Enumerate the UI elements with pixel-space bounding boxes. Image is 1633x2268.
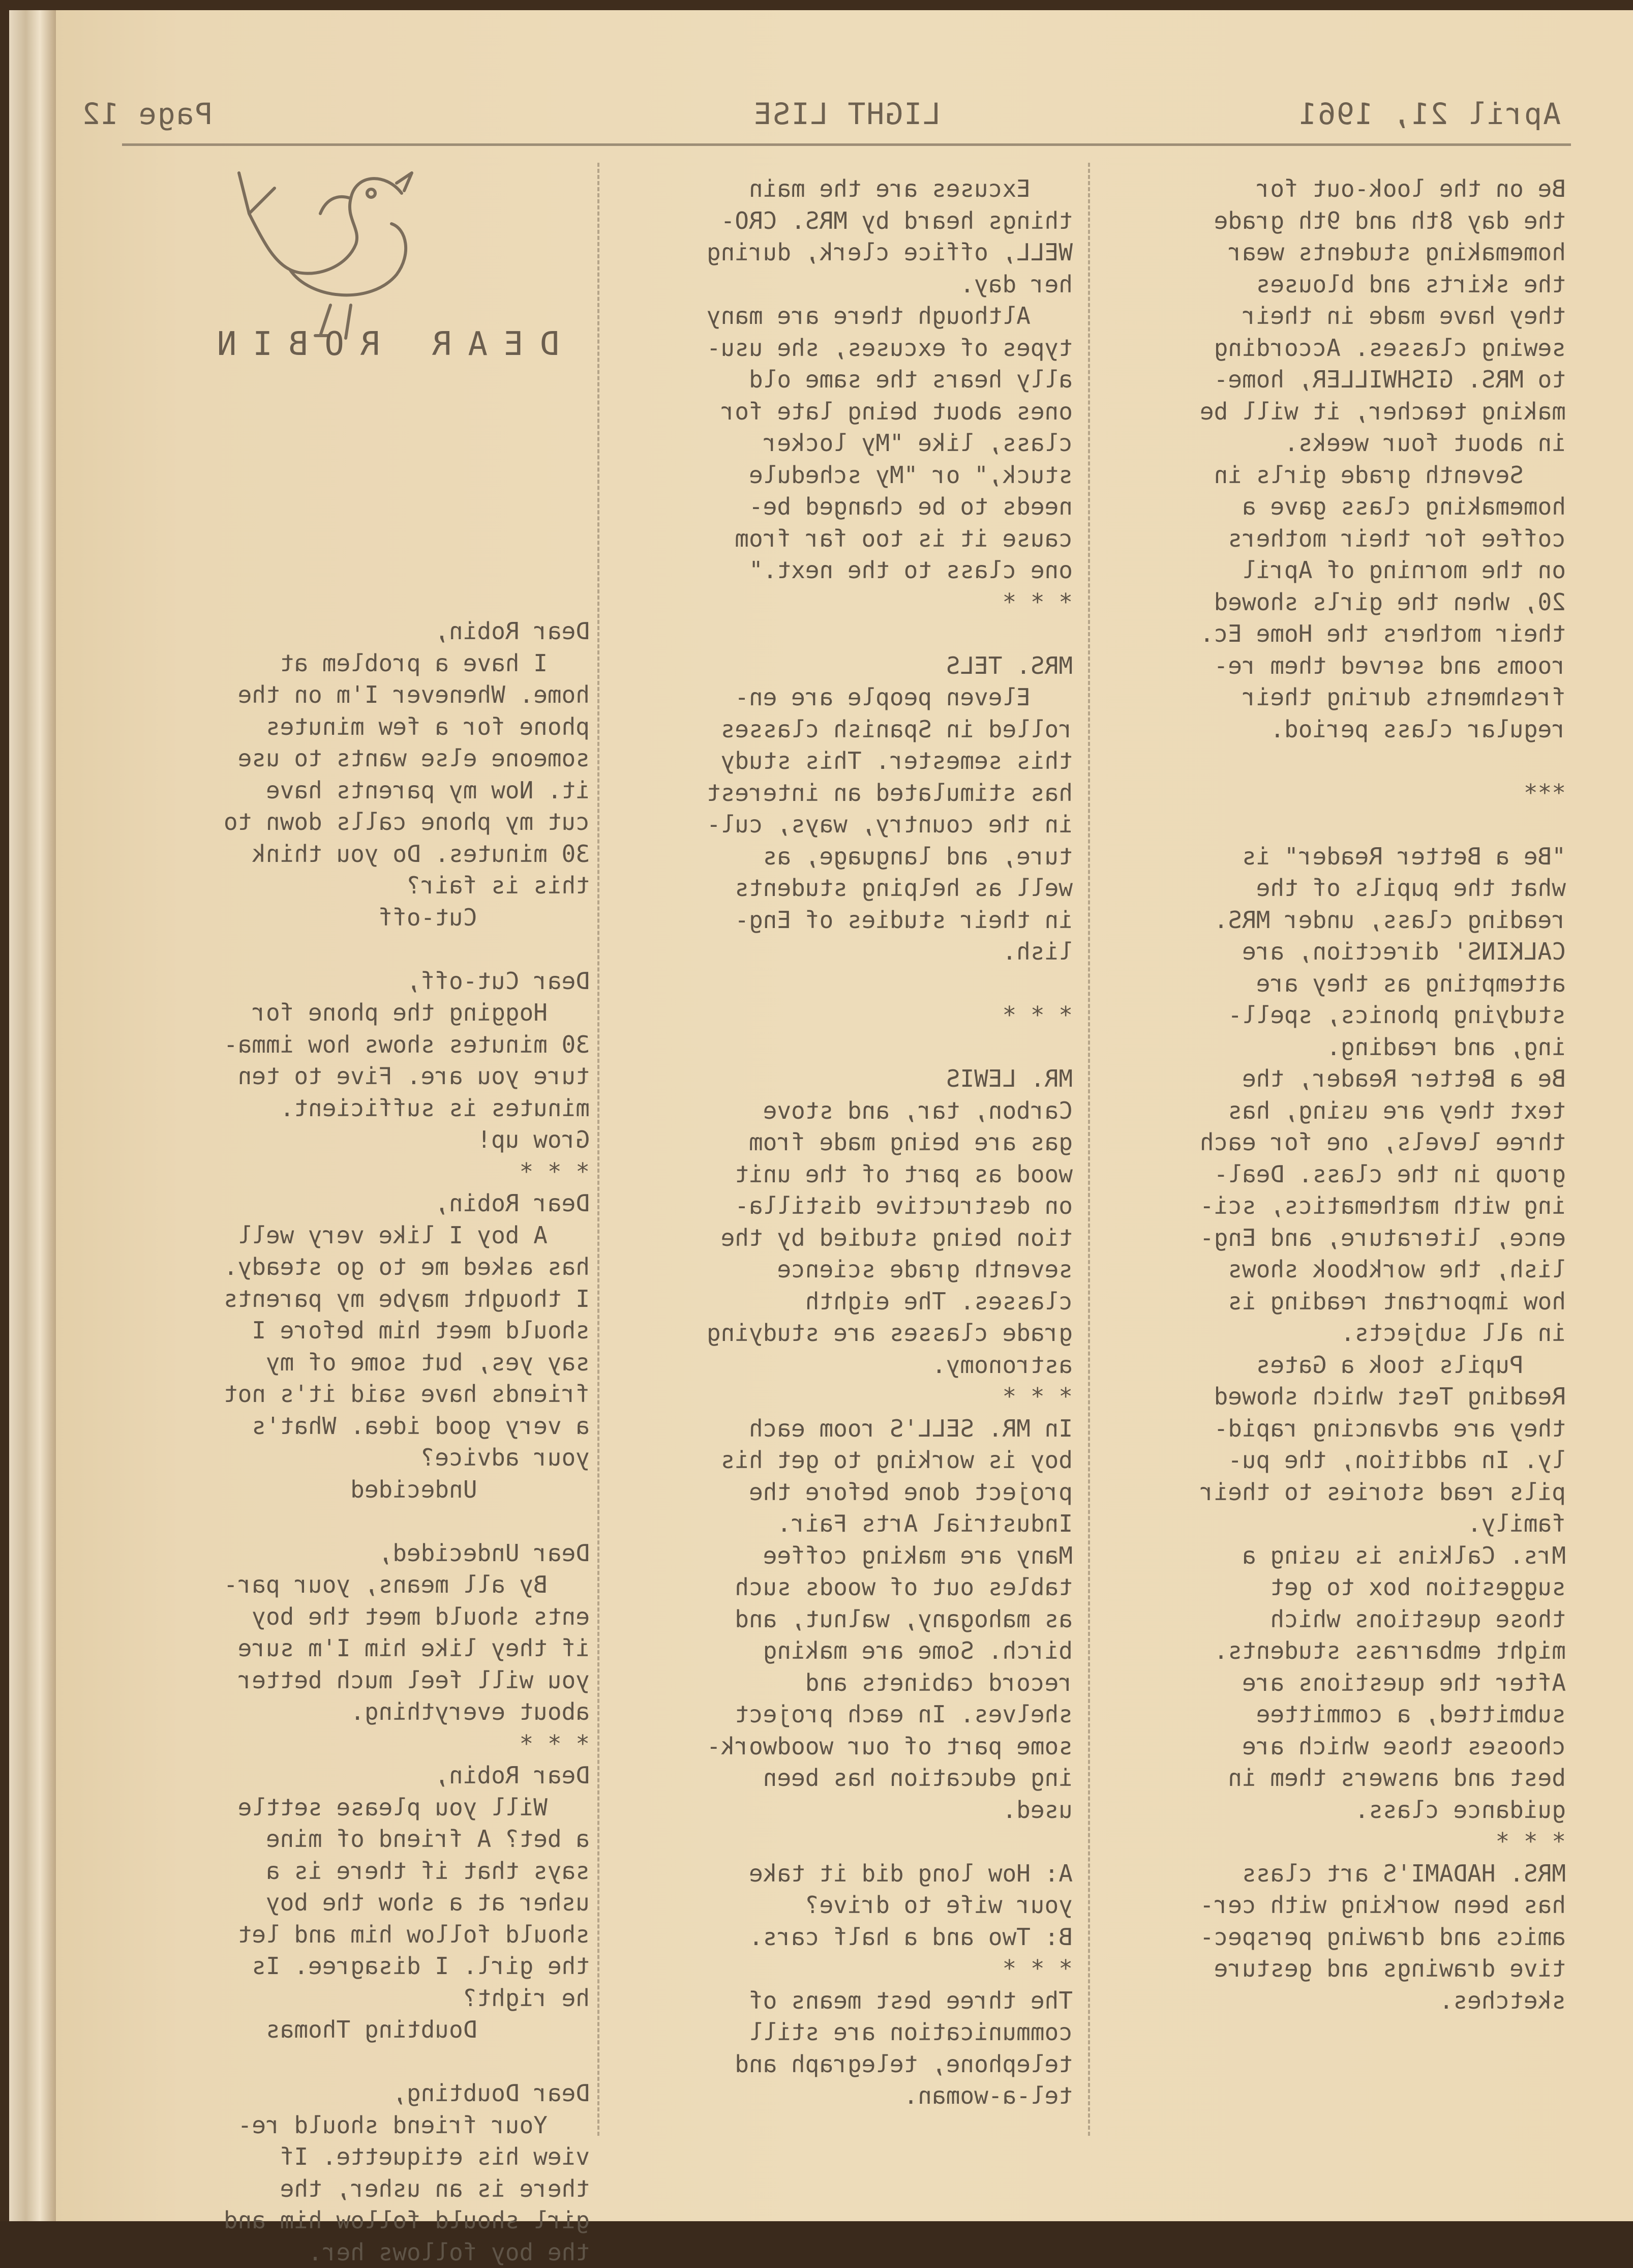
text-line: MRS. TELS	[615, 650, 1073, 682]
text-line: studying phonics, spell-	[1108, 999, 1566, 1031]
text-line: tive drawings and gesture	[1108, 1953, 1566, 1985]
text-line: wood as part of the unit	[615, 1158, 1073, 1190]
text-line: Grow up!	[132, 1124, 590, 1156]
text-line: * * *	[615, 999, 1073, 1031]
text-line: ence, literature, and Eng-	[1108, 1222, 1566, 1254]
text-line: Mrs. Calkins is using a	[1108, 1540, 1566, 1572]
text-line: submitted, a committee	[1108, 1698, 1566, 1730]
text-line: class, like "My locker	[615, 427, 1073, 459]
text-line: in the country, ways, cul-	[615, 809, 1073, 841]
text-line: you will feel much better	[132, 1664, 590, 1696]
text-line: coffee for their mothers	[1108, 523, 1566, 555]
text-line: Many are making coffee	[615, 1540, 1073, 1572]
text-line: ***	[1108, 777, 1566, 809]
text-line: Be on the look-out for	[1108, 173, 1566, 205]
text-line: attempting as they are	[1108, 968, 1566, 1000]
text-line: they have made in their	[1108, 300, 1566, 332]
text-line: Be a Better Reader, the	[1108, 1063, 1566, 1095]
text-line: I thought maybe my parents	[132, 1283, 590, 1315]
text-line: * * *	[615, 1381, 1073, 1413]
text-line: tion being studied by the	[615, 1222, 1073, 1254]
column-divider-right	[597, 163, 601, 2136]
text-line: After the questions are	[1108, 1667, 1566, 1699]
column-right	[132, 615, 590, 2268]
text-line: three levels, one for each	[1108, 1126, 1566, 1158]
text-line: In MR. SELL'S room each	[615, 1413, 1073, 1445]
text-line: needs to be changed be-	[615, 491, 1073, 523]
text-line: home. Whenever I'm on the	[132, 679, 590, 711]
text-line: your wife to drive?	[615, 1889, 1073, 1921]
text-line: A boy I like very well	[132, 1219, 590, 1251]
text-line: friends have said it's not	[132, 1378, 590, 1410]
text-line: Dear Robin,	[132, 615, 590, 647]
text-line: what the pupils of the	[1108, 872, 1566, 904]
text-line: might embarrass students.	[1108, 1635, 1566, 1667]
text-line: chooses those which are	[1108, 1730, 1566, 1763]
text-line: ents should meet the boy	[132, 1601, 590, 1633]
text-line: sketches.	[1108, 1985, 1566, 2017]
text-line: how important reading is	[1108, 1286, 1566, 1318]
text-line: 20, when the girls showed	[1108, 586, 1566, 618]
header-date: April 21, 1961	[1298, 97, 1561, 131]
text-line: cause it is too far from	[615, 523, 1073, 555]
text-line: Doubting Thomas	[132, 2014, 590, 2046]
text-line: on the morning of April	[1108, 554, 1566, 586]
text-line: a bet? A friend of mine	[132, 1823, 590, 1855]
text-line: tel-a-woman.	[615, 2080, 1073, 2112]
header-publication: LIGHT LISE	[753, 97, 941, 131]
text-line: Eleven people are en-	[615, 681, 1073, 713]
text-line: tables out of woods such	[615, 1571, 1073, 1603]
text-line: freshments during their	[1108, 681, 1566, 713]
text-line: says that if there is a	[132, 1855, 590, 1887]
text-line	[1108, 745, 1566, 777]
text-line: their mothers the Home Ec.	[1108, 618, 1566, 650]
text-line: minutes is sufficient.	[132, 1092, 590, 1124]
text-line: WELL, office clerk, during	[615, 236, 1073, 268]
text-line: homemaking class gave a	[1108, 491, 1566, 523]
text-line	[132, 2046, 590, 2078]
text-line: telephone, telegraph and	[615, 2048, 1073, 2080]
text-line: Carbon, tar, and stove	[615, 1095, 1073, 1127]
text-line: Hogging the phone for	[132, 997, 590, 1029]
text-line: this semester. This study	[615, 745, 1073, 777]
text-line: has been working with cer-	[1108, 1889, 1566, 1921]
text-line: a very good idea. What's	[132, 1410, 590, 1442]
text-line: used.	[615, 1794, 1073, 1826]
text-line: * * *	[1108, 1826, 1566, 1858]
text-line: in about four weeks.	[1108, 427, 1566, 459]
text-line	[615, 1826, 1073, 1858]
text-line: the day 8th and 9th grade	[1108, 205, 1566, 237]
text-line	[132, 1505, 590, 1537]
text-line: if they like him I'm sure	[132, 1632, 590, 1664]
text-line: By all means, your par-	[132, 1569, 590, 1601]
text-line	[1108, 809, 1566, 841]
text-line: suggestion box to get	[1108, 1571, 1566, 1603]
text-line: Although there are many	[615, 300, 1073, 332]
text-line: the girl. I disagree. Is	[132, 1950, 590, 1982]
text-line: phone for a few minutes	[132, 711, 590, 743]
text-line: * * *	[615, 586, 1073, 618]
text-line: Reading Test which showed	[1108, 1381, 1566, 1413]
text-line: in their studies of Eng-	[615, 904, 1073, 936]
text-line: as mahogany, walnut, and	[615, 1603, 1073, 1635]
text-line: homemaking students wear	[1108, 236, 1566, 268]
text-line: Industrial Arts Fair.	[615, 1508, 1073, 1540]
page-header	[81, 97, 1561, 137]
text-line: things heard by MRS. CRO-	[615, 205, 1073, 237]
text-line: Pupils took a Gates	[1108, 1349, 1566, 1381]
text-line: ture, and language, as	[615, 841, 1073, 873]
text-line: pils read stories to their	[1108, 1476, 1566, 1508]
text-line: classes. The eighth	[615, 1286, 1073, 1318]
text-line: girl should follow him and	[132, 2204, 590, 2236]
text-line: rooms and served them re-	[1108, 650, 1566, 682]
text-line: there is an usher, the	[132, 2173, 590, 2205]
text-line: lish.	[615, 936, 1073, 968]
text-line: has asked me to go steady.	[132, 1251, 590, 1283]
text-line: ing, and reading.	[1108, 1031, 1566, 1063]
text-line: project done before the	[615, 1476, 1073, 1508]
text-line: well as helping students	[615, 872, 1073, 904]
text-line: it. Now my parents have	[132, 774, 590, 807]
text-line: best and answers them in	[1108, 1762, 1566, 1794]
text-line: in all subjects.	[1108, 1317, 1566, 1349]
text-line: ing education has been	[615, 1762, 1073, 1794]
text-line: Excuses are the main	[615, 173, 1073, 205]
text-line: family.	[1108, 1508, 1566, 1540]
text-line: this is fair?	[132, 870, 590, 902]
text-line: Seventh grade girls in	[1108, 459, 1566, 491]
text-line: ture you are. Five to ten	[132, 1060, 590, 1092]
header-page-number: Page 12	[81, 97, 213, 131]
text-line: has stimulated an interest	[615, 777, 1073, 809]
text-line: her day.	[615, 268, 1073, 301]
text-line: I have a problem at	[132, 647, 590, 679]
text-line	[132, 933, 590, 965]
text-line	[615, 968, 1073, 1000]
text-line: seventh grade science	[615, 1254, 1073, 1286]
text-line: the skirts and blouses	[1108, 268, 1566, 301]
text-line: Dear Robin,	[132, 1759, 590, 1792]
text-line: Cut-off	[132, 902, 590, 934]
text-line: birch. Some are making	[615, 1635, 1073, 1667]
text-line: astronomy.	[615, 1349, 1073, 1381]
text-line: Dear Doubting,	[132, 2077, 590, 2109]
text-line: guidance class.	[1108, 1794, 1566, 1826]
text-line: boy is working to get his	[615, 1444, 1073, 1476]
text-line: MR. LEWIS	[615, 1063, 1073, 1095]
text-line: amics and drawing perspec-	[1108, 1921, 1566, 1953]
text-line: ones about being late for	[615, 396, 1073, 428]
column-left	[1108, 173, 1566, 2016]
text-line: Will you please settle	[132, 1792, 590, 1824]
text-line: Dear Cut-off,	[132, 965, 590, 997]
column-middle	[615, 173, 1073, 2112]
text-line: say yes, but some of my	[132, 1347, 590, 1379]
text-line: text they are using, has	[1108, 1095, 1566, 1127]
text-line: making teacher, it will be	[1108, 396, 1566, 428]
text-line: A: How long did it take	[615, 1858, 1073, 1890]
text-line: on destructive distilla-	[615, 1190, 1073, 1222]
text-line: cut my phone calls down to	[132, 806, 590, 838]
text-line: Dear Undecided,	[132, 1537, 590, 1569]
text-line: rolled in Spanish classes	[615, 713, 1073, 745]
text-line: they are advancing rapid-	[1108, 1413, 1566, 1445]
text-line: to MRS. GISHWILLER, home-	[1108, 364, 1566, 396]
text-line: stuck," or "My schedule	[615, 459, 1073, 491]
text-line: Dear Robin,	[132, 1187, 590, 1219]
text-line: Undecided	[132, 1474, 590, 1506]
text-line: * * *	[132, 1156, 590, 1188]
text-line: someone else wants to use	[132, 742, 590, 774]
text-line: sewing classes. According	[1108, 332, 1566, 364]
text-line: shelves. In each project	[615, 1698, 1073, 1730]
text-line: The three best means of	[615, 1985, 1073, 2017]
text-line: view his etiquette. If	[132, 2141, 590, 2173]
text-line: communication are still	[615, 2016, 1073, 2048]
text-line: ing with mathematics, sci-	[1108, 1190, 1566, 1222]
text-line: those questions which	[1108, 1603, 1566, 1635]
text-line: usher at a show the boy	[132, 1887, 590, 1919]
text-line: 30 minutes shows how imma-	[132, 1029, 590, 1061]
text-line: Your friend should re-	[132, 2109, 590, 2141]
text-line	[615, 618, 1073, 650]
text-line: MRS. HADAMI'S art class	[1108, 1858, 1566, 1890]
text-line: one class to the next."	[615, 554, 1073, 586]
text-line: he right?	[132, 1982, 590, 2014]
text-line: B: Two and a half cars.	[615, 1921, 1073, 1953]
text-line: ly. In addition, the pu-	[1108, 1444, 1566, 1476]
header-rule	[122, 143, 1571, 146]
text-line: grade classes are studying	[615, 1317, 1073, 1349]
text-line: reading class, under MRS.	[1108, 904, 1566, 936]
text-line: group in the class. Deal-	[1108, 1158, 1566, 1190]
text-line: "Be a Better Reader" is	[1108, 841, 1566, 873]
text-line: the boy follows her.	[132, 2236, 590, 2268]
text-line: ally hears the same old	[615, 364, 1073, 396]
text-line: regular class period.	[1108, 713, 1566, 745]
text-line: some part of our woodwork-	[615, 1730, 1073, 1763]
text-line: should meet him before I	[132, 1315, 590, 1347]
text-line: * * *	[615, 1953, 1073, 1985]
text-line: lish, the workbook shows	[1108, 1254, 1566, 1286]
dear-robin-title: DEAR ROBIN	[153, 325, 559, 363]
text-line: gas are being made from	[615, 1126, 1073, 1158]
text-line: about everything.	[132, 1696, 590, 1728]
text-line: types of excuses, she usu-	[615, 332, 1073, 364]
column-divider-left	[1088, 163, 1092, 2136]
text-line: your advice?	[132, 1442, 590, 1474]
text-line: record cabinets and	[615, 1667, 1073, 1699]
text-line: * * *	[132, 1728, 590, 1760]
text-line	[615, 1031, 1073, 1063]
text-line: CALKINS' direction, are	[1108, 936, 1566, 968]
text-line: 30 minutes. Do you think	[132, 838, 590, 870]
text-line: should follow him and let	[132, 1919, 590, 1951]
